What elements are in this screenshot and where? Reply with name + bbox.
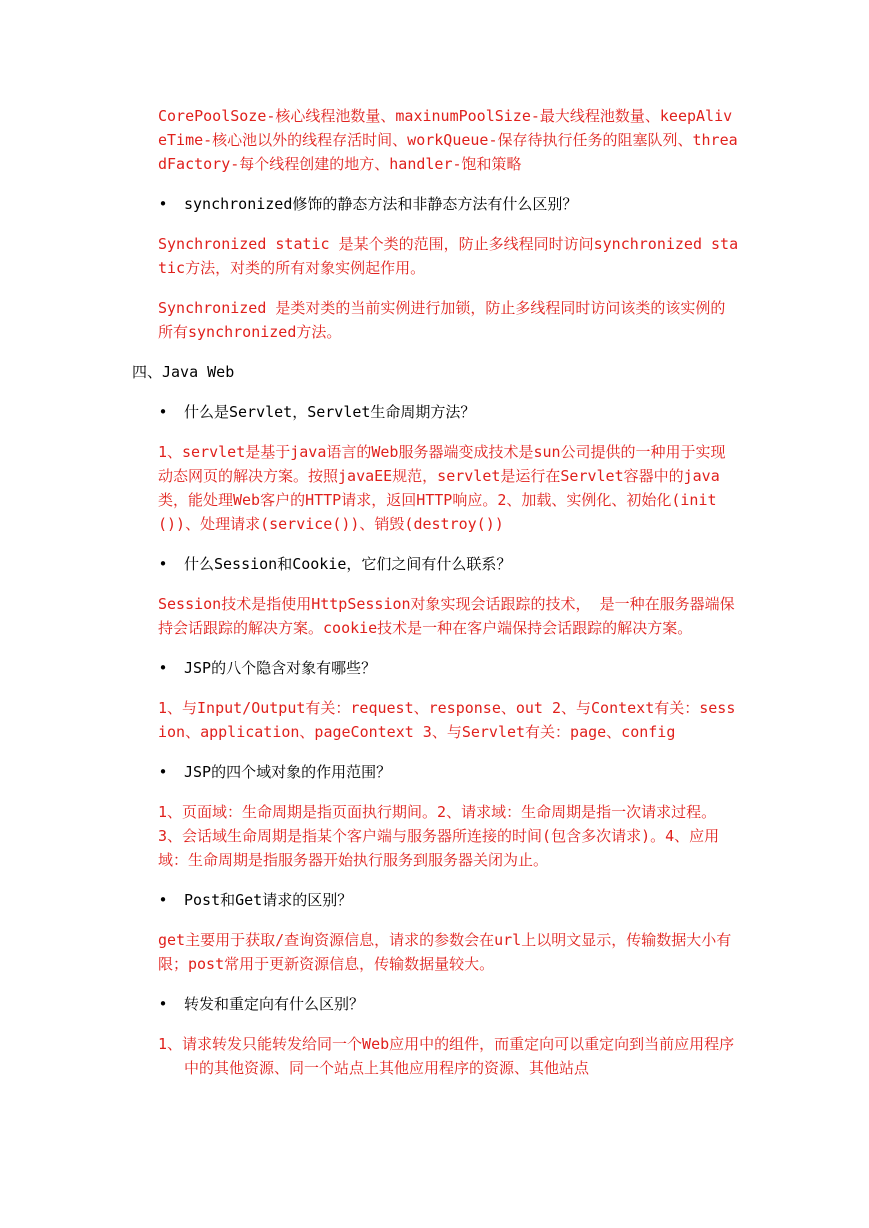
bullet-icon: • — [158, 195, 168, 213]
bullet-icon: • — [158, 995, 168, 1013]
answer-synchronized-instance: Synchronized 是类对类的当前实例进行加锁，防止多线程同时访问该类的该实例的所有synchronized方法。 — [158, 299, 726, 341]
question-text: 什么是Servlet，Servlet生命周期方法？ — [184, 403, 476, 421]
question-jsp-implicit-objects — [158, 656, 740, 680]
bullet-icon: • — [158, 659, 168, 677]
question-session-cookie — [158, 552, 740, 576]
question-text: JSP的八个隐含对象有哪些？ — [184, 659, 377, 677]
bullet-icon: • — [158, 403, 168, 421]
question-jsp-scopes — [158, 760, 740, 784]
question-text: Post和Get请求的区别？ — [184, 891, 353, 909]
answer-session-cookie: Session技术是指使用HttpSession对象实现会话跟踪的技术， 是一种在服务器端保持会话跟踪的解决方案。cookie技术是一种在客户端保持会话跟踪的解决方案。 — [158, 595, 735, 637]
question-text: 转发和重定向有什么区别？ — [184, 995, 365, 1013]
question-post-get — [158, 888, 740, 912]
question-text: synchronized修饰的静态方法和非静态方法有什么区别？ — [184, 195, 578, 213]
bullet-icon: • — [158, 891, 168, 909]
question-text: JSP的四个域对象的作用范围？ — [184, 763, 392, 781]
answer-forward-redirect: 1、请求转发只能转发给同一个Web应用中的组件，而重定向可以重定向到当前应用程序中的其他资源、同一个站点上其他应用程序的资源、其他站点 — [158, 1035, 735, 1077]
answer-synchronized-static: Synchronized static 是某个类的范围，防止多线程同时访问synchronized static方法，对类的所有对象实例起作用。 — [158, 235, 739, 277]
question-synchronized — [158, 192, 740, 216]
section-heading-java-web: 四、Java Web — [132, 363, 235, 381]
answer-post-get: get主要用于获取/查询资源信息，请求的参数会在url上以明文显示，传输数据大小有限；post常用于更新资源信息，传输数据量较大。 — [158, 931, 732, 973]
bullet-icon: • — [158, 555, 168, 573]
answer-threadpool-params: CorePoolSoze-核心线程池数量、maxinumPoolSize-最大线程池数量、keepAliveTime-核心池以外的线程存活时间、workQueue-保存待执行任务的阻塞队列、threadFactory-每个线程创建的地方、handler-饱和策略 — [158, 107, 738, 173]
question-servlet — [158, 400, 740, 424]
question-text: 什么Session和Cookie，它们之间有什么联系？ — [184, 555, 512, 573]
bullet-icon: • — [158, 763, 168, 781]
document-page — [132, 104, 740, 1096]
question-forward-redirect — [158, 992, 740, 1016]
answer-jsp-scopes: 1、页面域：生命周期是指页面执行期间。2、请求域：生命周期是指一次请求过程。3、会话域生命周期是指某个客户端与服务器所连接的时间(包含多次请求)。4、应用域：生命周期是指服务器开始执行服务到服务器关闭为止。 — [158, 803, 720, 869]
answer-jsp-implicit-objects: 1、与Input/Output有关：request、response、out 2、与Context有关：session、application、pageContext 3、与Servlet有关：page、config — [158, 699, 736, 741]
answer-servlet: 1、servlet是基于java语言的Web服务器端变成技术是sun公司提供的一种用于实现动态网页的解决方案。按照javaEE规范，servlet是运行在Servlet容器中的java类，能处理Web客户的HTTP请求，返回HTTP响应。2、加载、实例化、初始化(init())、处理请求(service())、销毁(destroy()) — [158, 443, 726, 533]
